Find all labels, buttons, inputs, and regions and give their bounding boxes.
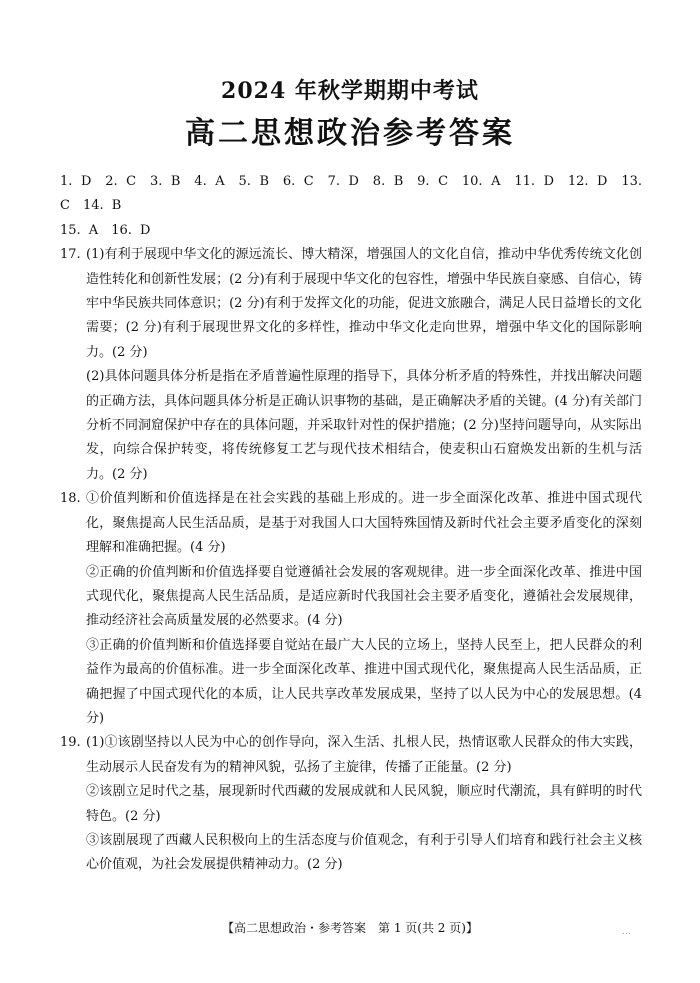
- answer-paragraph: (1)有利于展现中华文化的源远流长、博大精深，增强国人的文化自信，推动中华优秀传统文化创造性转化和创新性发展；(2 分)有利于展现中华文化的包容性，增强中华民族自豪感、自信心，铸牢中华民族共同体意识；(2 分)有利于发挥文化的功能，促进文旅融合，满足人民日益增长的文化需要；(2 分)有利于展现世界文化的多样性，推动中华文化走向世界，增强中华文化的国际影响力。(2 分): [86, 247, 642, 360]
- question-number: 19.: [60, 735, 81, 751]
- answer-paragraph: ③该剧展现了西藏人民积极向上的生活态度与价值观念，有利于引导人们培育和践行社会主义核心价值观，为社会发展提供精神动力。(2 分): [86, 832, 642, 873]
- question-number: 18.: [60, 491, 81, 507]
- corner-mark: …: [622, 927, 631, 937]
- question-18: [60, 487, 642, 731]
- mc-answers-line-2: 15. A 16. D: [60, 222, 151, 238]
- question-answer: [86, 731, 642, 877]
- document-title: 高二思想政治参考答案: [185, 116, 515, 151]
- question-answer: [86, 487, 642, 731]
- answer-paragraph: ②该剧立足时代之基，展现新时代西藏的发展成就和人民风貌，顺应时代潮流，具有鲜明的时代特色。(2 分): [86, 784, 642, 824]
- mc-answers-line-1: 1. D 2. C 3. B 4. A 5. B 6. C 7. D 8. B 9. C 10. A 11. D 12. D 13. C 14. B: [60, 174, 642, 214]
- answer-paragraph: (1)①该剧坚持以人民为中心的创作导向，深入生活、扎根人民，热情讴歌人民群众的伟大实践，生动展示人民奋发有为的精神风貌，弘扬了主旋律，传播了正能量。(2 分): [86, 735, 642, 775]
- answer-paragraph: ①价值判断和价值选择是在社会实践的基础上形成的。进一步全面深化改革、推进中国式现代化，聚焦提高人民生活品质，是基于对我国人口大国特殊国情及新时代社会主要矛盾变化的深刻理解和准确把握。(4 分): [86, 491, 642, 556]
- answer-paragraph: (2)具体问题具体分析是指在矛盾普遍性原理的指导下，具体分析矛盾的特殊性，并找出解决问题的正确方法，具体问题具体分析是正确认识事物的基础，是正确解决矛盾的关键。(4 分)有关部门分析不同洞窟保护中存在的具体问题，并采取针对性的保护措施；(2 分)坚持问题导向，从实际出发，向综合保护转变，将传统修复工艺与现代技术相结合，使麦积山石窟焕发出新的生机与活力。(2 分): [86, 369, 642, 482]
- answer-body: [60, 170, 642, 878]
- exam-title: 2024 年秋学期期中考试: [221, 78, 479, 104]
- question-answer: [86, 243, 642, 487]
- answer-paragraph: ③正确的价值判断和价值选择要自觉站在最广大人民的立场上，坚持人民至上，把人民群众的利益作为最高的价值标准。进一步全面深化改革、推进中国式现代化，聚焦提高人民生活品质，正确把握了中国式现代化的本质，让人民共享改革发展成果，坚持了以人民为中心的发展思想。(4 分): [86, 637, 642, 726]
- question-17: [60, 243, 642, 487]
- page-footer: 【高二思想政治・参考答案 第 1 页(共 2 页)】: [222, 921, 478, 935]
- answer-paragraph: ②正确的价值判断和价值选择要自觉遵循社会发展的客观规律。进一步全面深化改革、推进中国式现代化，聚焦提高人民生活品质，是适应新时代我国社会主要矛盾变化，遵循社会发展规律，推动经济社会高质量发展的必然要求。(4 分): [86, 564, 642, 629]
- question-number: 17.: [60, 247, 81, 263]
- question-19: [60, 731, 642, 877]
